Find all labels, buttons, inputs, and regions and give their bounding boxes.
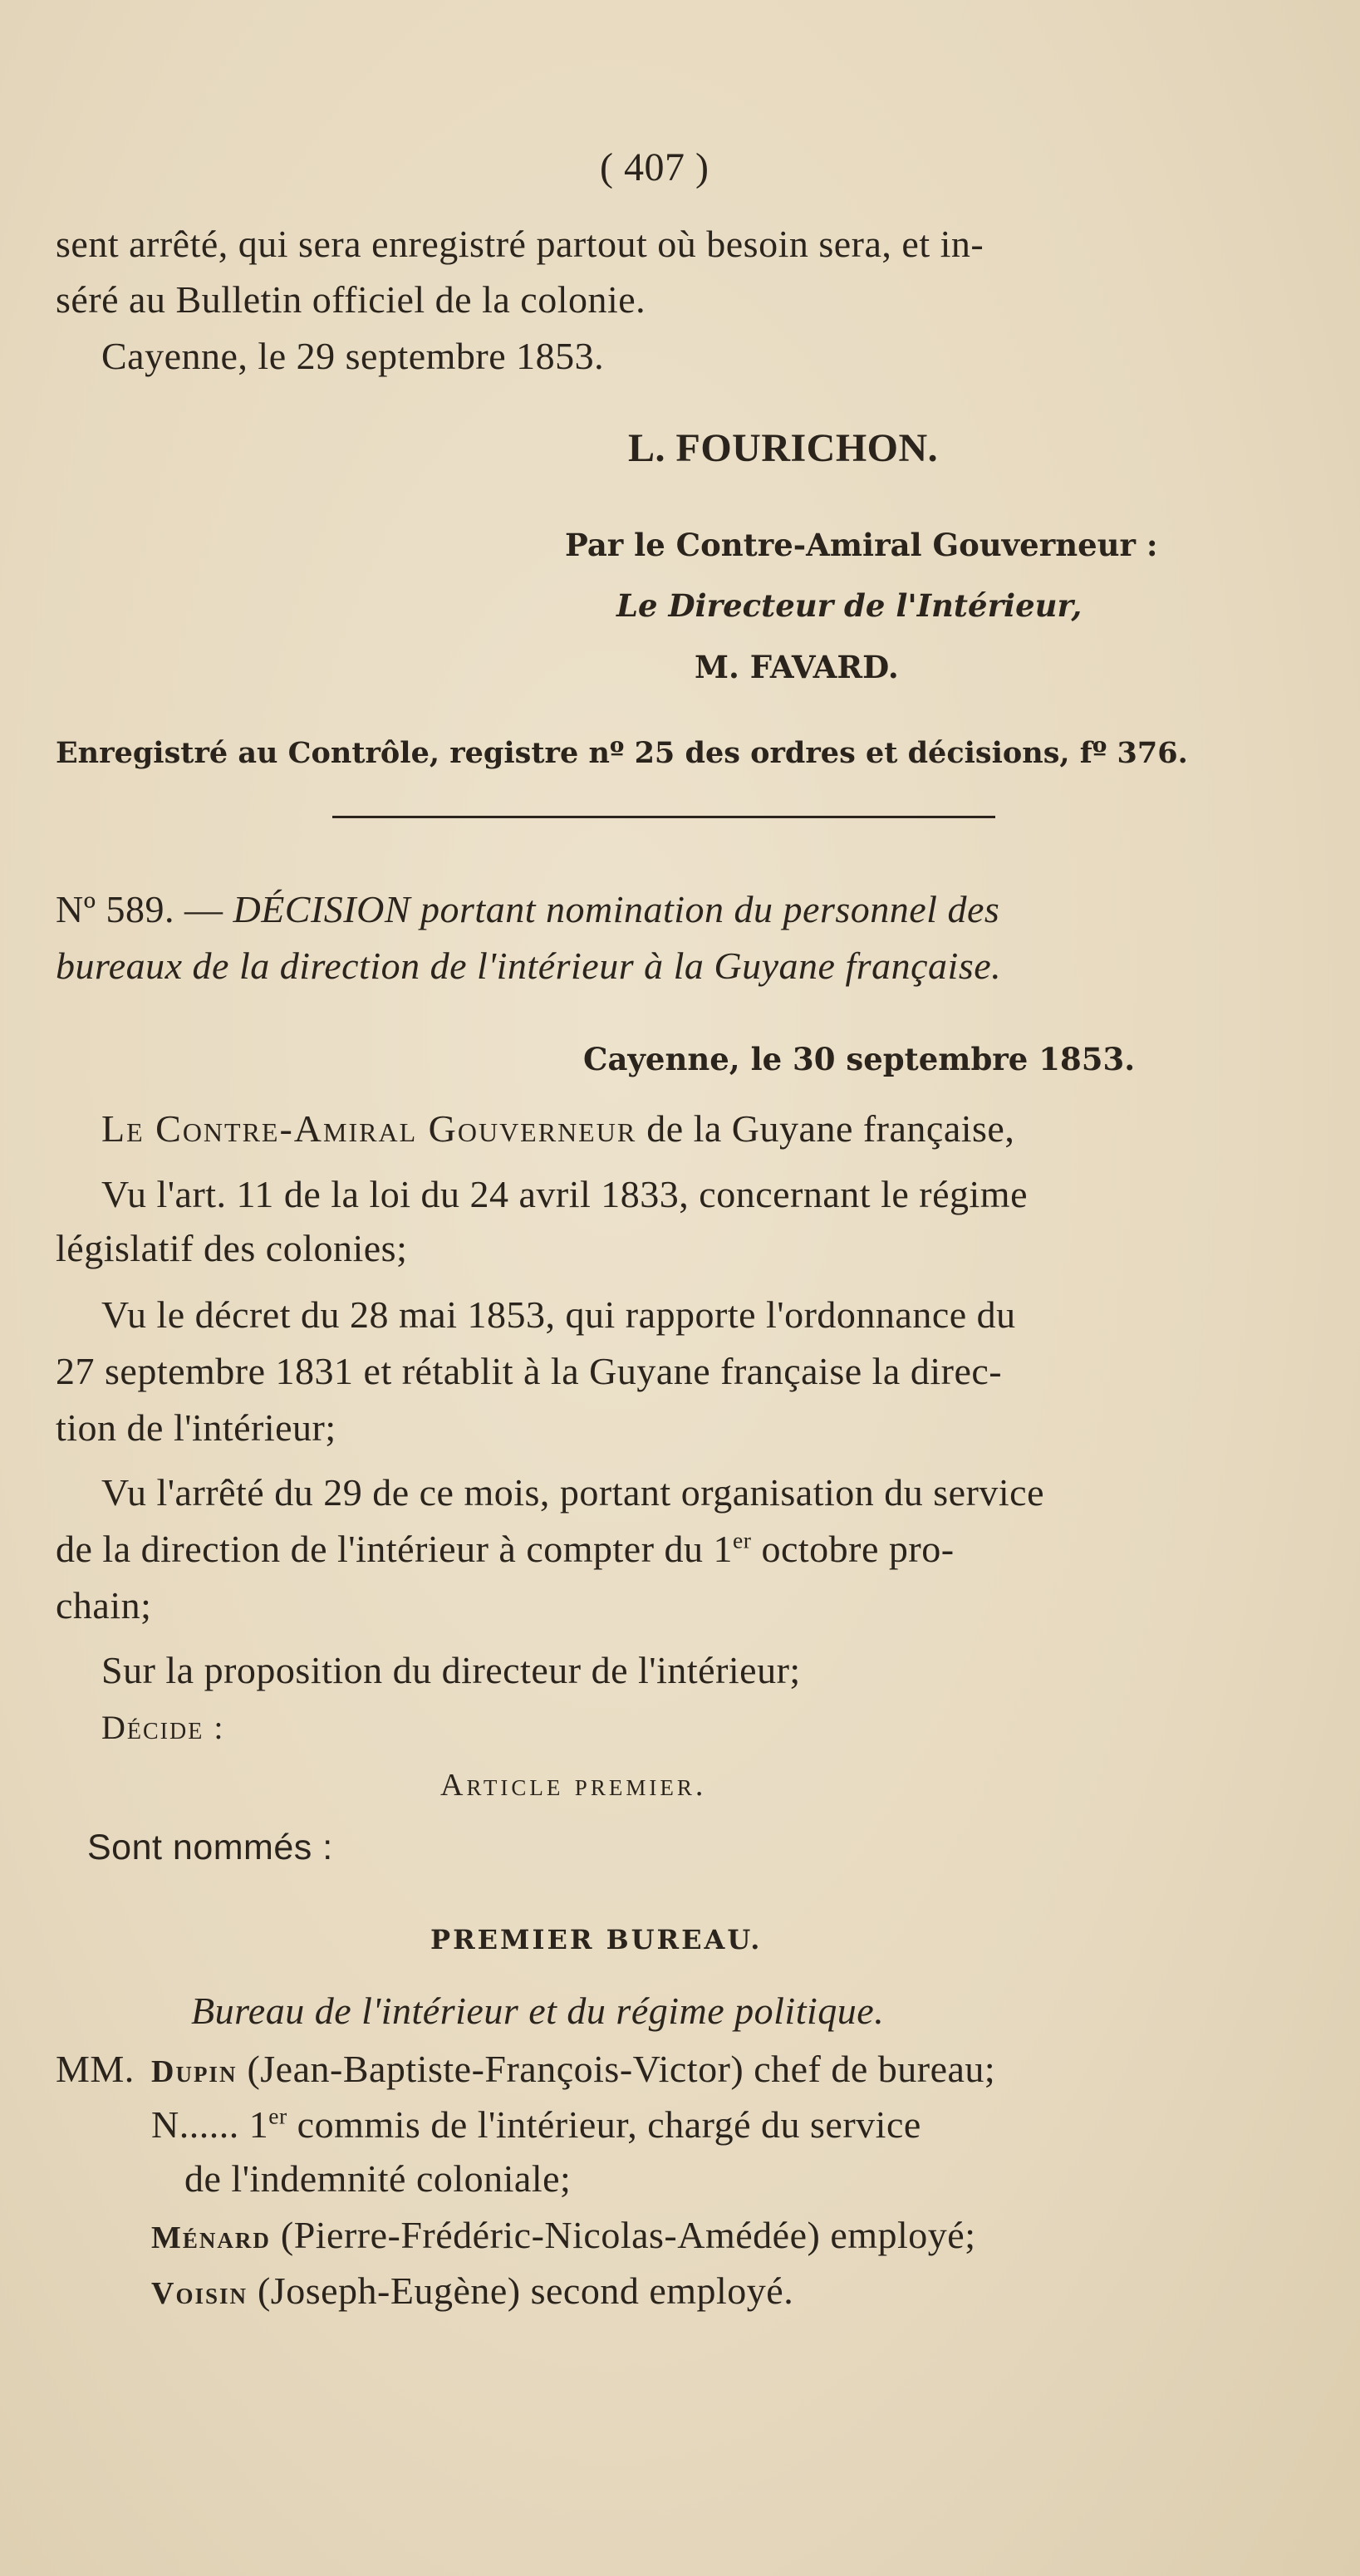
decision-number: Nº 589. — bbox=[56, 888, 223, 930]
vu2-line-1: Vu le décret du 28 mai 1853, qui rapporte l'ordonnance du bbox=[101, 1293, 1016, 1336]
sont-nommes: Sont nommés : bbox=[87, 1828, 333, 1867]
director-name: M. FAVARD. bbox=[695, 649, 899, 685]
registration-note: Enregistré au Contrôle, registre nº 25 des ordres et décisions, fº 376. bbox=[56, 736, 1188, 770]
nominee-1-rest: (Jean-Baptiste-François-Victor) chef de bureau; bbox=[237, 2048, 996, 2090]
vu3-sup: er bbox=[733, 1527, 752, 1553]
previous-text-line-2: séré au Bulletin officiel de la colonie. bbox=[56, 278, 646, 321]
authority-rest: de la Guyane française, bbox=[646, 1107, 1015, 1150]
nominee-2-line-2: de l'indemnité coloniale; bbox=[184, 2157, 572, 2200]
vu1-line-1: Vu l'art. 11 de la loi du 24 avril 1833, concernant le régime bbox=[101, 1173, 1028, 1215]
nominee-4-rest: (Joseph-Eugène) second employé. bbox=[247, 2269, 794, 2312]
nominee-4 bbox=[151, 2269, 794, 2312]
section-divider bbox=[332, 816, 995, 818]
previous-text-line-1: sent arrêté, qui sera enregistré partout où besoin sera, et in- bbox=[56, 223, 984, 265]
bureau-subheading: Bureau de l'intérieur et du régime politique. bbox=[191, 1990, 885, 2032]
vu3-line-3: chain; bbox=[56, 1584, 152, 1627]
nominee-3 bbox=[151, 2216, 976, 2255]
vu3-line-2a: de la direction de l'intérieur à compter du 1 bbox=[56, 1528, 734, 1570]
nominee-2-a: N...... 1 bbox=[151, 2103, 269, 2146]
vu1-line-2: législatif des colonies; bbox=[56, 1227, 408, 1269]
director-title: Le Directeur de l'Intérieur, bbox=[616, 587, 1083, 624]
signatory-name: L. FOURICHON. bbox=[628, 426, 939, 470]
decision-title-1: DÉCISION portant nomination du personnel des bbox=[233, 888, 1000, 930]
vu3-line-2 bbox=[56, 1527, 955, 1570]
vu2-line-2: 27 septembre 1831 et rétablit à la Guyane française la direc- bbox=[56, 1350, 1003, 1392]
vu3-line-2b: octobre pro- bbox=[751, 1528, 955, 1570]
article-heading: Article premier. bbox=[440, 1768, 707, 1803]
decision-heading-line-1 bbox=[56, 888, 1000, 930]
authority-title: Le Contre-Amiral Gouverneur bbox=[101, 1107, 637, 1150]
authority-line bbox=[101, 1107, 1015, 1150]
vu2-line-3: tion de l'intérieur; bbox=[56, 1406, 336, 1449]
mm-label: MM. bbox=[56, 2048, 135, 2090]
decision-place-date: Cayenne, le 30 septembre 1853. bbox=[583, 1041, 1136, 1077]
nominee-1-name: Dupin bbox=[151, 2054, 238, 2089]
bureau-heading: PREMIER BUREAU. bbox=[430, 1924, 763, 1955]
decide: Décide : bbox=[101, 1709, 225, 1746]
nominee-2-sup: er bbox=[268, 2103, 287, 2129]
vu3-line-1: Vu l'arrêté du 29 de ce mois, portant organisation du service bbox=[101, 1471, 1045, 1514]
nominee-1 bbox=[151, 2050, 995, 2088]
nominee-2-b: commis de l'intérieur, chargé du service bbox=[287, 2103, 921, 2146]
nominee-4-name: Voisin bbox=[151, 2276, 248, 2311]
by-line: Par le Contre-Amiral Gouverneur : bbox=[565, 527, 1158, 563]
nominee-3-name: Ménard bbox=[151, 2220, 271, 2255]
previous-place-date: Cayenne, le 29 septembre 1853. bbox=[101, 335, 605, 377]
nominee-2 bbox=[151, 2103, 921, 2146]
sur-la-proposition: Sur la proposition du directeur de l'intérieur; bbox=[101, 1649, 801, 1691]
decision-heading-line-2: bureaux de la direction de l'intérieur à la Guyane française. bbox=[56, 945, 1002, 987]
nominee-3-rest: (Pierre-Frédéric-Nicolas-Amédée) employé; bbox=[270, 2214, 976, 2256]
page-number: ( 407 ) bbox=[600, 145, 709, 189]
